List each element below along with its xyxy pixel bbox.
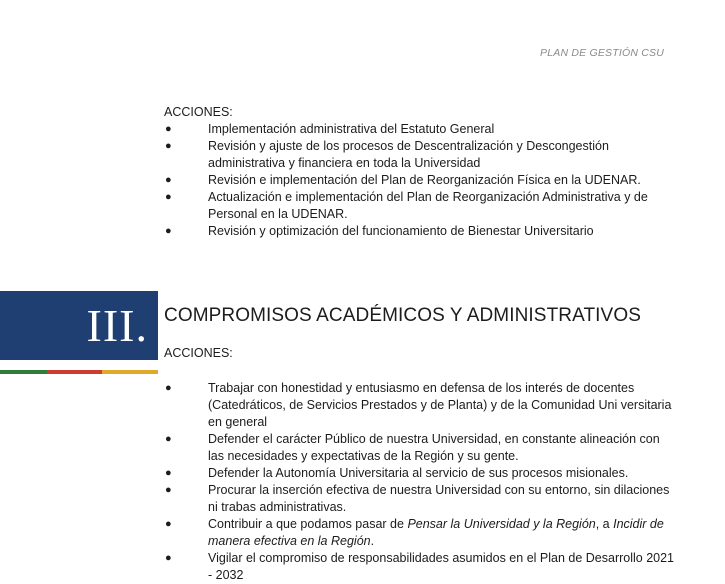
bullet-icon: ● bbox=[165, 140, 172, 152]
acciones-label-1: ACCIONES: bbox=[164, 105, 233, 119]
acciones-label-2: ACCIONES: bbox=[164, 346, 233, 360]
list-item: ● Contribuir a que podamos pasar de Pensar la Universidad y la Región, a Incidir de manera efectiva en la Región. bbox=[165, 517, 664, 548]
list-item: ● Defender la Autonomía Universitaria al servicio de sus procesos misionales. bbox=[165, 466, 629, 480]
color-stripe-red bbox=[47, 370, 102, 374]
list-item: ● Revisión e implementación del Plan de Reorganización Física en la UDENAR. bbox=[165, 173, 641, 187]
bullet-icon: ● bbox=[165, 433, 172, 445]
running-header: PLAN DE GESTIÓN CSU bbox=[540, 47, 664, 59]
list-item: ● Implementación administrativa del Estatuto General bbox=[165, 122, 495, 136]
bullet-icon: ● bbox=[165, 518, 172, 530]
bullet-icon: ● bbox=[165, 174, 172, 186]
list-item: ● Vigilar el compromiso de responsabilidades asumidos en el Plan de Desarrollo 2021 - 2032 bbox=[165, 551, 675, 582]
section-title: COMPROMISOS ACADÉMICOS Y ADMINISTRATIVOS bbox=[164, 305, 641, 326]
acciones-list-2 bbox=[164, 380, 674, 584]
bullet-icon: ● bbox=[165, 382, 172, 394]
list-item: ● Defender el carácter Público de nuestra Universidad, en constante alineación con las necesidades y expectativas de la Región y su gente. bbox=[165, 432, 660, 463]
bullet-icon: ● bbox=[165, 484, 172, 496]
acciones-list-1 bbox=[164, 121, 674, 240]
bullet-icon: ● bbox=[165, 225, 172, 237]
bullet-icon: ● bbox=[165, 191, 172, 203]
list-item: ● Actualización e implementación del Plan de Reorganización Administrativa y de Personal en la UDENAR. bbox=[165, 190, 648, 221]
list-item: ● Procurar la inserción efectiva de nuestra Universidad con su entorno, sin dilaciones ni trabas administrativas. bbox=[165, 483, 670, 514]
list-item: ● Revisión y optimización del funcionamiento de Bienestar Universitario bbox=[165, 224, 594, 238]
color-stripe-yellow bbox=[102, 370, 158, 374]
section-numeral: III. bbox=[86, 300, 148, 351]
bullet-icon: ● bbox=[165, 467, 172, 479]
bullet-icon: ● bbox=[165, 123, 172, 135]
list-item: ● Revisión y ajuste de los procesos de Descentralización y Descongestión administrativa y financiera en toda la Universidad bbox=[165, 139, 609, 170]
color-stripe-green bbox=[0, 370, 47, 374]
list-item: ● Trabajar con honestidad y entusiasmo en defensa de los interés de docentes (Catedráticos, de Servicios Prestados y de Planta) y de la Comunidad Uni versitaria en general bbox=[165, 381, 672, 429]
section-number-block bbox=[0, 291, 158, 360]
bullet-icon: ● bbox=[165, 552, 172, 564]
